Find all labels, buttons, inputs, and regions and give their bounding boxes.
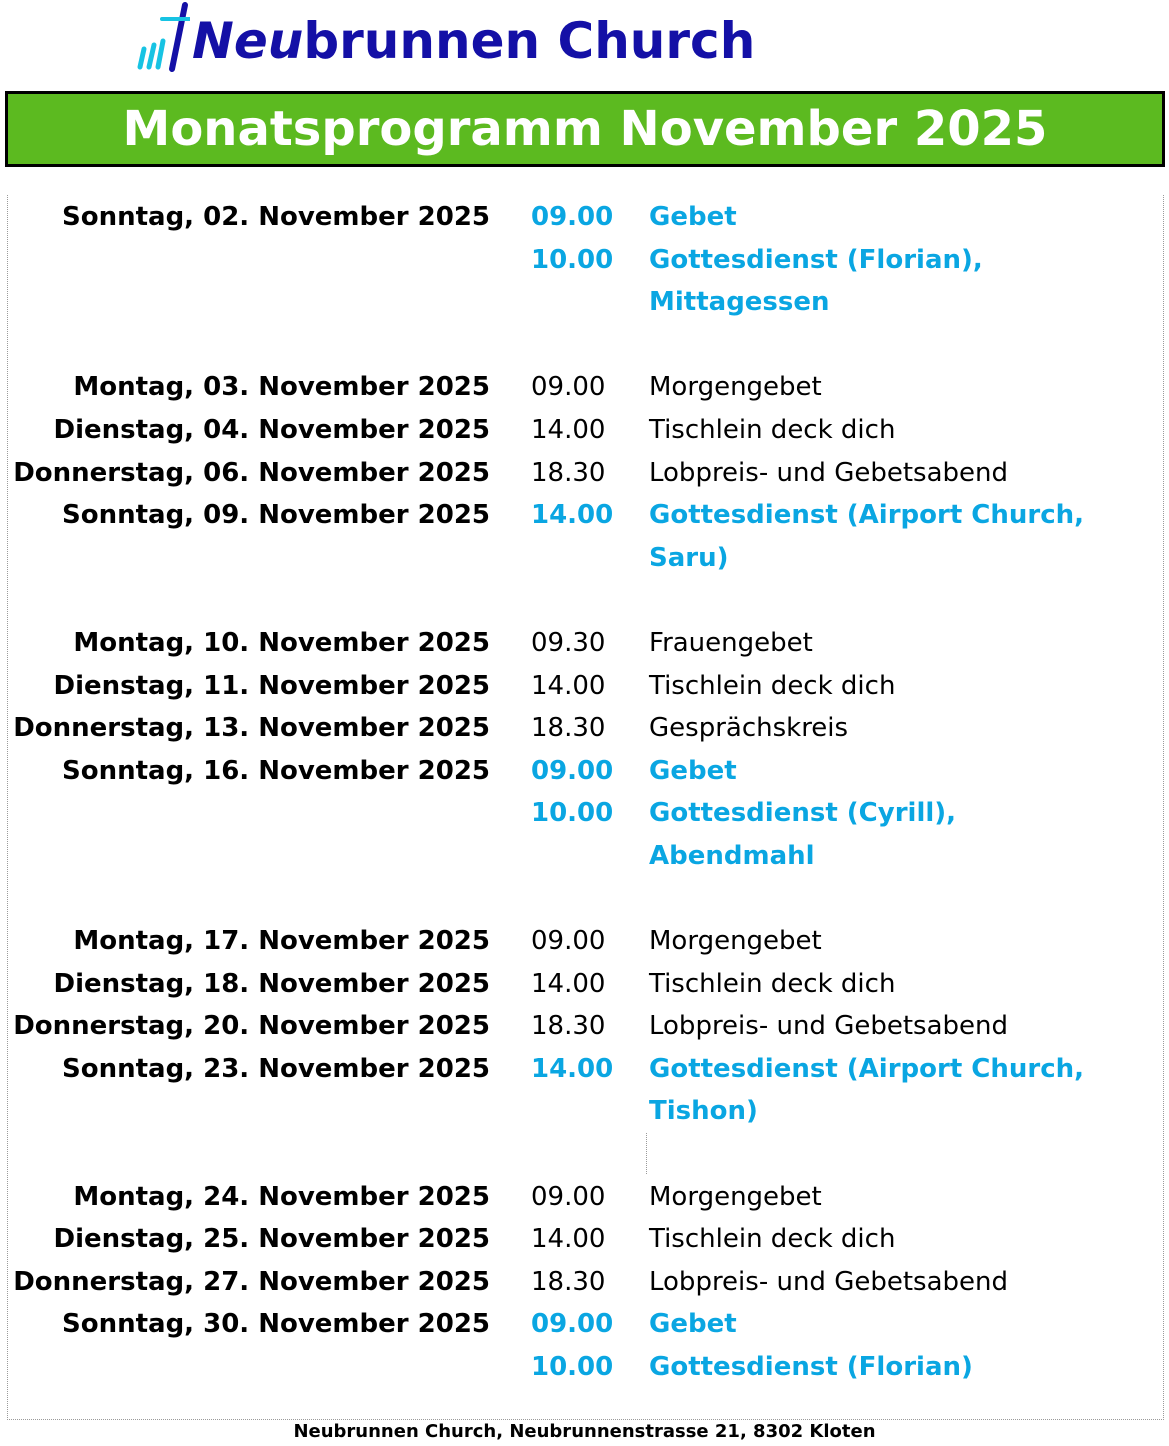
schedule-time: 09.00: [531, 926, 606, 956]
schedule-event: Lobpreis- und Gebetsabend: [649, 458, 1008, 488]
schedule-event: Gottesdienst (Florian),: [649, 245, 983, 275]
schedule-row: [0, 1261, 1169, 1303]
schedule-event: Gottesdienst (Airport Church,: [649, 500, 1085, 530]
schedule-date: Donnerstag, 13. November 2025: [13, 713, 490, 743]
schedule-date: Sonntag, 30. November 2025: [61, 1309, 490, 1339]
schedule-date: Donnerstag, 27. November 2025: [13, 1267, 490, 1297]
schedule-time: 10.00: [531, 798, 614, 828]
schedule-time: 18.30: [531, 1267, 606, 1297]
schedule-row: [0, 920, 1169, 962]
schedule-row: [0, 835, 1169, 877]
schedule-event: Gebet: [649, 1309, 737, 1339]
schedule-row: [0, 452, 1169, 494]
schedule-row: [0, 281, 1169, 323]
schedule-row: [0, 409, 1169, 451]
schedule-event: Tischlein deck dich: [649, 1224, 896, 1254]
schedule-date: Donnerstag, 06. November 2025: [13, 458, 490, 488]
schedule-row: [0, 750, 1169, 792]
schedule-time: 14.00: [531, 1054, 614, 1084]
schedule-time: 09.00: [531, 202, 614, 232]
church-name-rest: brunnen Church: [303, 12, 756, 70]
schedule-date: Sonntag, 02. November 2025: [61, 202, 490, 232]
schedule-row: [0, 1218, 1169, 1260]
schedule-date: Dienstag, 18. November 2025: [53, 969, 490, 999]
schedule-event: Gottesdienst (Cyrill),: [649, 798, 957, 828]
schedule-row: [0, 665, 1169, 707]
schedule-row: [0, 707, 1169, 749]
schedule-event: Morgengebet: [649, 926, 822, 956]
schedule-event: Gottesdienst (Airport Church,: [649, 1054, 1085, 1084]
schedule-time: 18.30: [531, 1011, 606, 1041]
schedule-date: Montag, 03. November 2025: [73, 372, 490, 402]
schedule-event: Morgengebet: [649, 1182, 822, 1212]
schedule-time: 09.00: [531, 1309, 614, 1339]
schedule-time: 14.00: [531, 671, 606, 701]
schedule-date: Sonntag, 16. November 2025: [61, 756, 490, 786]
church-logo: [132, 0, 782, 74]
schedule-event: Gottesdienst (Florian): [649, 1352, 973, 1382]
schedule-date: Montag, 17. November 2025: [73, 926, 490, 956]
schedule-event: Frauengebet: [649, 628, 813, 658]
church-name: [192, 12, 756, 70]
schedule-time: 09.30: [531, 628, 606, 658]
schedule-event: Tishon): [649, 1096, 758, 1126]
cross-lines-icon: [132, 1, 190, 73]
schedule-time: 18.30: [531, 713, 606, 743]
schedule-row: [0, 622, 1169, 664]
schedule-time: 10.00: [531, 245, 614, 275]
schedule-event: Lobpreis- und Gebetsabend: [649, 1011, 1008, 1041]
schedule-event: Tischlein deck dich: [649, 671, 896, 701]
schedule-date: Sonntag, 09. November 2025: [61, 500, 490, 530]
schedule-date: Donnerstag, 20. November 2025: [13, 1011, 490, 1041]
schedule-time: 14.00: [531, 969, 606, 999]
schedule-time: 09.00: [531, 1182, 606, 1212]
title-banner: [5, 91, 1165, 167]
schedule-date: Dienstag, 25. November 2025: [53, 1224, 490, 1254]
schedule-event: Mittagessen: [649, 287, 830, 317]
dotted-marker: [646, 1133, 647, 1174]
schedule-row: [0, 1346, 1169, 1388]
schedule-row: [0, 1048, 1169, 1090]
schedule-date: Dienstag, 04. November 2025: [53, 415, 490, 445]
schedule-row: [0, 366, 1169, 408]
schedule-event: Tischlein deck dich: [649, 415, 896, 445]
schedule-time: 14.00: [531, 415, 606, 445]
footer-address: Neubrunnen Church, Neubrunnenstrasse 21, 8302 Kloten: [293, 1421, 876, 1442]
schedule-time: 14.00: [531, 1224, 606, 1254]
page-title: Monatsprogramm November 2025: [122, 101, 1048, 157]
schedule-event: Saru): [649, 543, 729, 573]
schedule-event: Gebet: [649, 202, 737, 232]
schedule-time: 14.00: [531, 500, 614, 530]
schedule-row: [0, 792, 1169, 834]
schedule-time: 09.00: [531, 372, 606, 402]
schedule-date: Montag, 10. November 2025: [73, 628, 490, 658]
schedule-event: Tischlein deck dich: [649, 969, 896, 999]
schedule-row: [0, 1005, 1169, 1047]
schedule-row: [0, 1090, 1169, 1132]
schedule-time: 09.00: [531, 756, 614, 786]
schedule-date: Sonntag, 23. November 2025: [61, 1054, 490, 1084]
schedule-row: [0, 1303, 1169, 1345]
schedule-event: Morgengebet: [649, 372, 822, 402]
schedule-time: 18.30: [531, 458, 606, 488]
schedule-date: Montag, 24. November 2025: [73, 1182, 490, 1212]
schedule-event: Lobpreis- und Gebetsabend: [649, 1267, 1008, 1297]
church-name-prefix: Neu: [192, 12, 304, 70]
schedule-time: 10.00: [531, 1352, 614, 1382]
schedule-row: [0, 963, 1169, 1005]
schedule-row: [0, 1176, 1169, 1218]
schedule-date: Dienstag, 11. November 2025: [53, 671, 490, 701]
schedule-event: Gesprächskreis: [649, 713, 849, 743]
schedule-row: [0, 196, 1169, 238]
schedule-event: Abendmahl: [649, 841, 815, 871]
schedule-row: [0, 494, 1169, 536]
schedule-event: Gebet: [649, 756, 737, 786]
schedule-row: [0, 537, 1169, 579]
schedule-row: [0, 239, 1169, 281]
